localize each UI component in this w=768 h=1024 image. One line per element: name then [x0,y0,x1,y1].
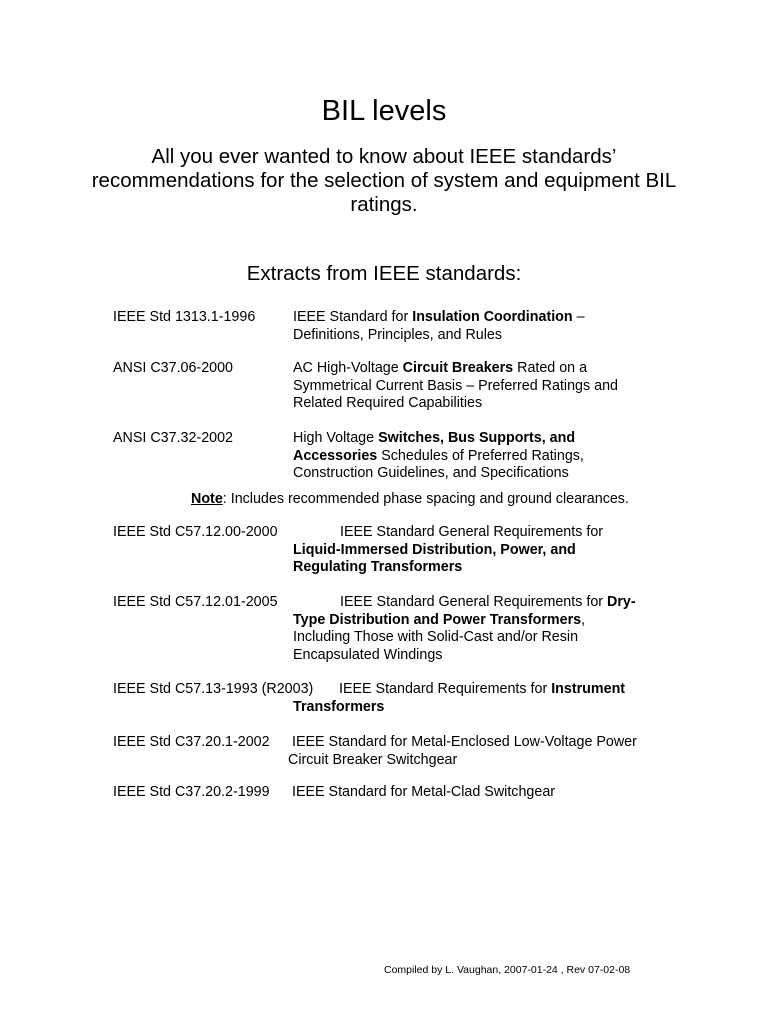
standard-code: IEEE Std 1313.1-1996 [113,309,256,325]
standard-description: IEEE Standard General Requirements for [340,524,604,540]
standard-description: IEEE Standard for Insulation Coordination – [293,309,585,325]
standard-entry [0,430,768,486]
standard-entry [0,784,768,804]
standard-description: IEEE Standard for Metal-Enclosed Low-Voltage Power [292,734,637,750]
standard-code: ANSI C37.32-2002 [113,430,234,446]
standard-code: IEEE Std C37.20.2-1999 [113,784,270,800]
standard-code: IEEE Std C57.13-1993 (R2003) [113,681,314,697]
standard-description-cont: Accessories Schedules of Preferred Ratings, Construction Guidelines, and Specifications [293,447,584,482]
page-title: BIL levels [321,95,447,127]
standard-description-cont: Transformers [293,698,385,715]
standard-description-cont: Type Distribution and Power Transformers, Including Those with Solid-Cast and/or Resin Encapsulated Windings [293,611,586,663]
standard-code: IEEE Std C57.12.00-2000 [113,524,278,540]
standard-description: IEEE Standard for Metal-Clad Switchgear [292,784,556,800]
standard-description-cont: Circuit Breaker Switchgear [288,751,458,768]
standard-description-cont: Liquid-Immersed Distribution, Power, and Regulating Transformers [293,541,576,576]
standard-code: ANSI C37.06-2000 [113,360,234,376]
footer-credit: Compiled by L. Vaughan, 2007-01-24 , Rev 07-02-08 [384,964,631,976]
note-text: : Includes recommended phase spacing and ground clearances. [222,491,629,507]
standard-description: High Voltage Switches, Bus Supports, and [293,430,576,446]
page-subtitle: All you ever wanted to know about IEEE standards’ recommendations for the selection of system and equipment BIL ratings. [91,145,677,216]
standard-description: AC High-Voltage Circuit Breakers Rated on a [293,360,588,376]
standard-description-cont: Symmetrical Current Basis – Preferred Ratings and Related Required Capabilities [293,377,618,412]
standard-entry [0,524,768,580]
standard-description: IEEE Standard Requirements for Instrument [339,681,626,697]
note [191,491,629,509]
standard-entry [0,309,768,349]
standard-description: IEEE Standard General Requirements for Dry- [340,594,636,610]
note-label: Note [191,491,223,507]
standard-entry [0,681,768,721]
standard-description-cont: Definitions, Principles, and Rules [293,326,502,343]
standard-entry [0,734,768,774]
standard-entry [0,594,768,668]
standard-code: IEEE Std C37.20.1-2002 [113,734,270,750]
standard-entry [0,360,768,416]
standard-code: IEEE Std C57.12.01-2005 [113,594,278,610]
extracts-heading: Extracts from IEEE standards: [246,262,522,285]
